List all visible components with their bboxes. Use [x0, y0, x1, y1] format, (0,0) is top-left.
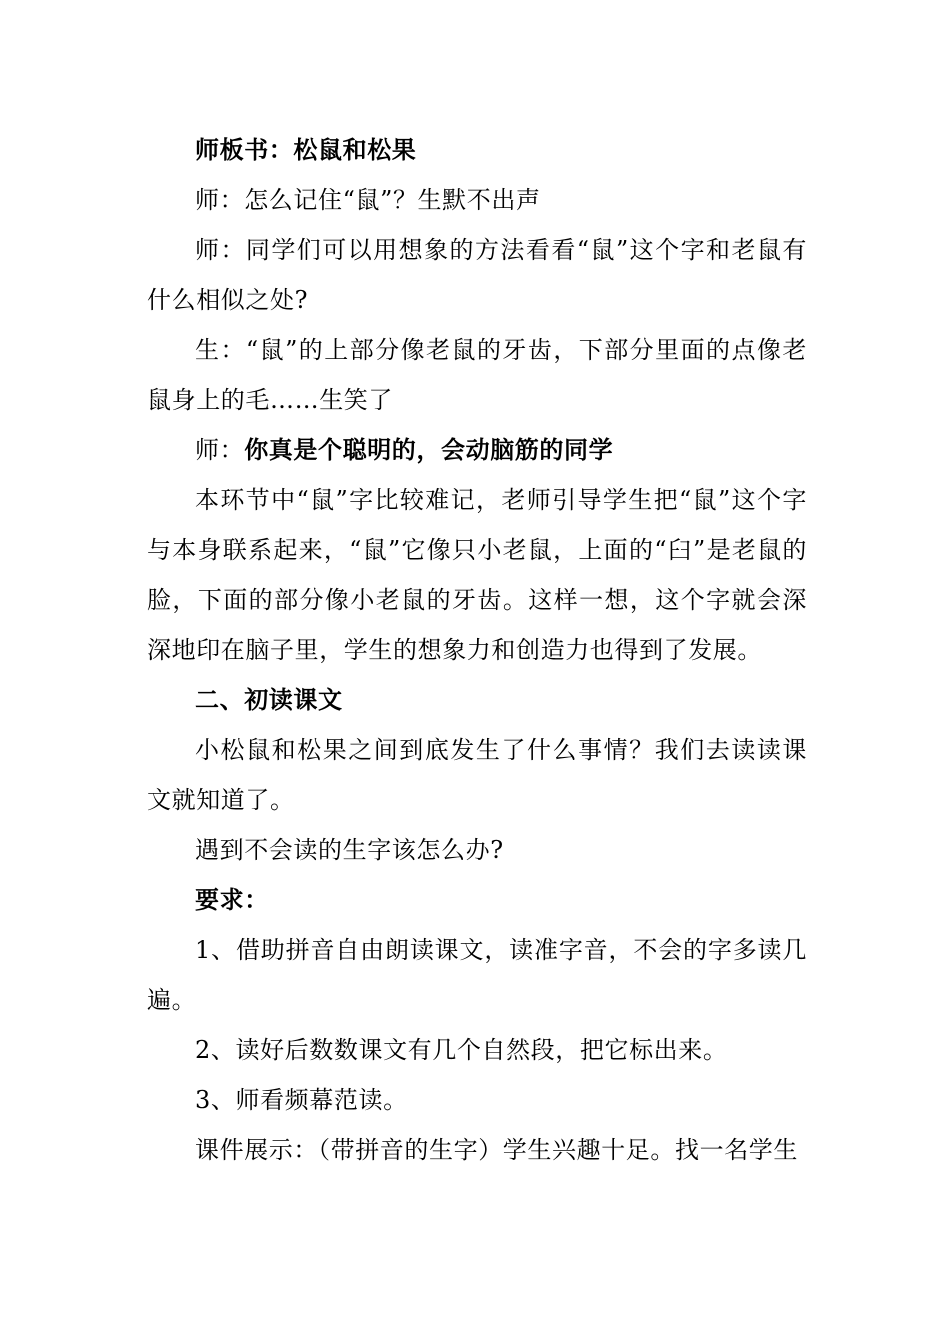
paragraph: 课件展示：（带拼音的生字）学生兴趣十足。找一名学生: [195, 1136, 798, 1164]
list-item: 1、借助拼音自由朗读课文，读准字音，不会的字多读几遍。: [147, 936, 807, 1014]
paragraph: 师：同学们可以用想象的方法看看“鼠”这个字和老鼠有什么相似之处?: [147, 236, 807, 314]
speaker-label: 师：: [195, 436, 245, 464]
document-body: [147, 125, 807, 1175]
paragraph: 本环节中“鼠”字比较难记，老师引导学生把“鼠”这个字与本身联系起来，“鼠”它像只小老鼠，上面的“臼”是老鼠的脸，下面的部分像小老鼠的牙齿。这样一想，这个字就会深深地印在脑子里，学生的想象力和创造力也得到了发展。: [147, 486, 807, 664]
requirements-heading: 要求：: [195, 885, 269, 914]
paragraph: 小松鼠和松果之间到底发生了什么事情？我们去读读课文就知道了。: [147, 736, 807, 814]
list-item: 3、师看频幕范读。: [195, 1086, 408, 1114]
paragraph: 生：“鼠”的上部分像老鼠的牙齿，下部分里面的点像老鼠身上的毛……生笑了: [147, 336, 807, 414]
board-title: 师板书：松鼠和松果: [195, 135, 417, 164]
paragraph: 遇到不会读的生字该怎么办?: [195, 836, 504, 864]
section-heading: 二、初读课文: [195, 685, 343, 714]
list-item: 2、读好后数数课文有几个自然段，把它标出来。: [195, 1036, 728, 1064]
praise-text: 你真是个聪明的，会动脑筋的同学: [244, 435, 614, 464]
paragraph-teacher-praise: [147, 425, 807, 475]
paragraph: 师：怎么记住“鼠”？生默不出声: [195, 186, 541, 214]
